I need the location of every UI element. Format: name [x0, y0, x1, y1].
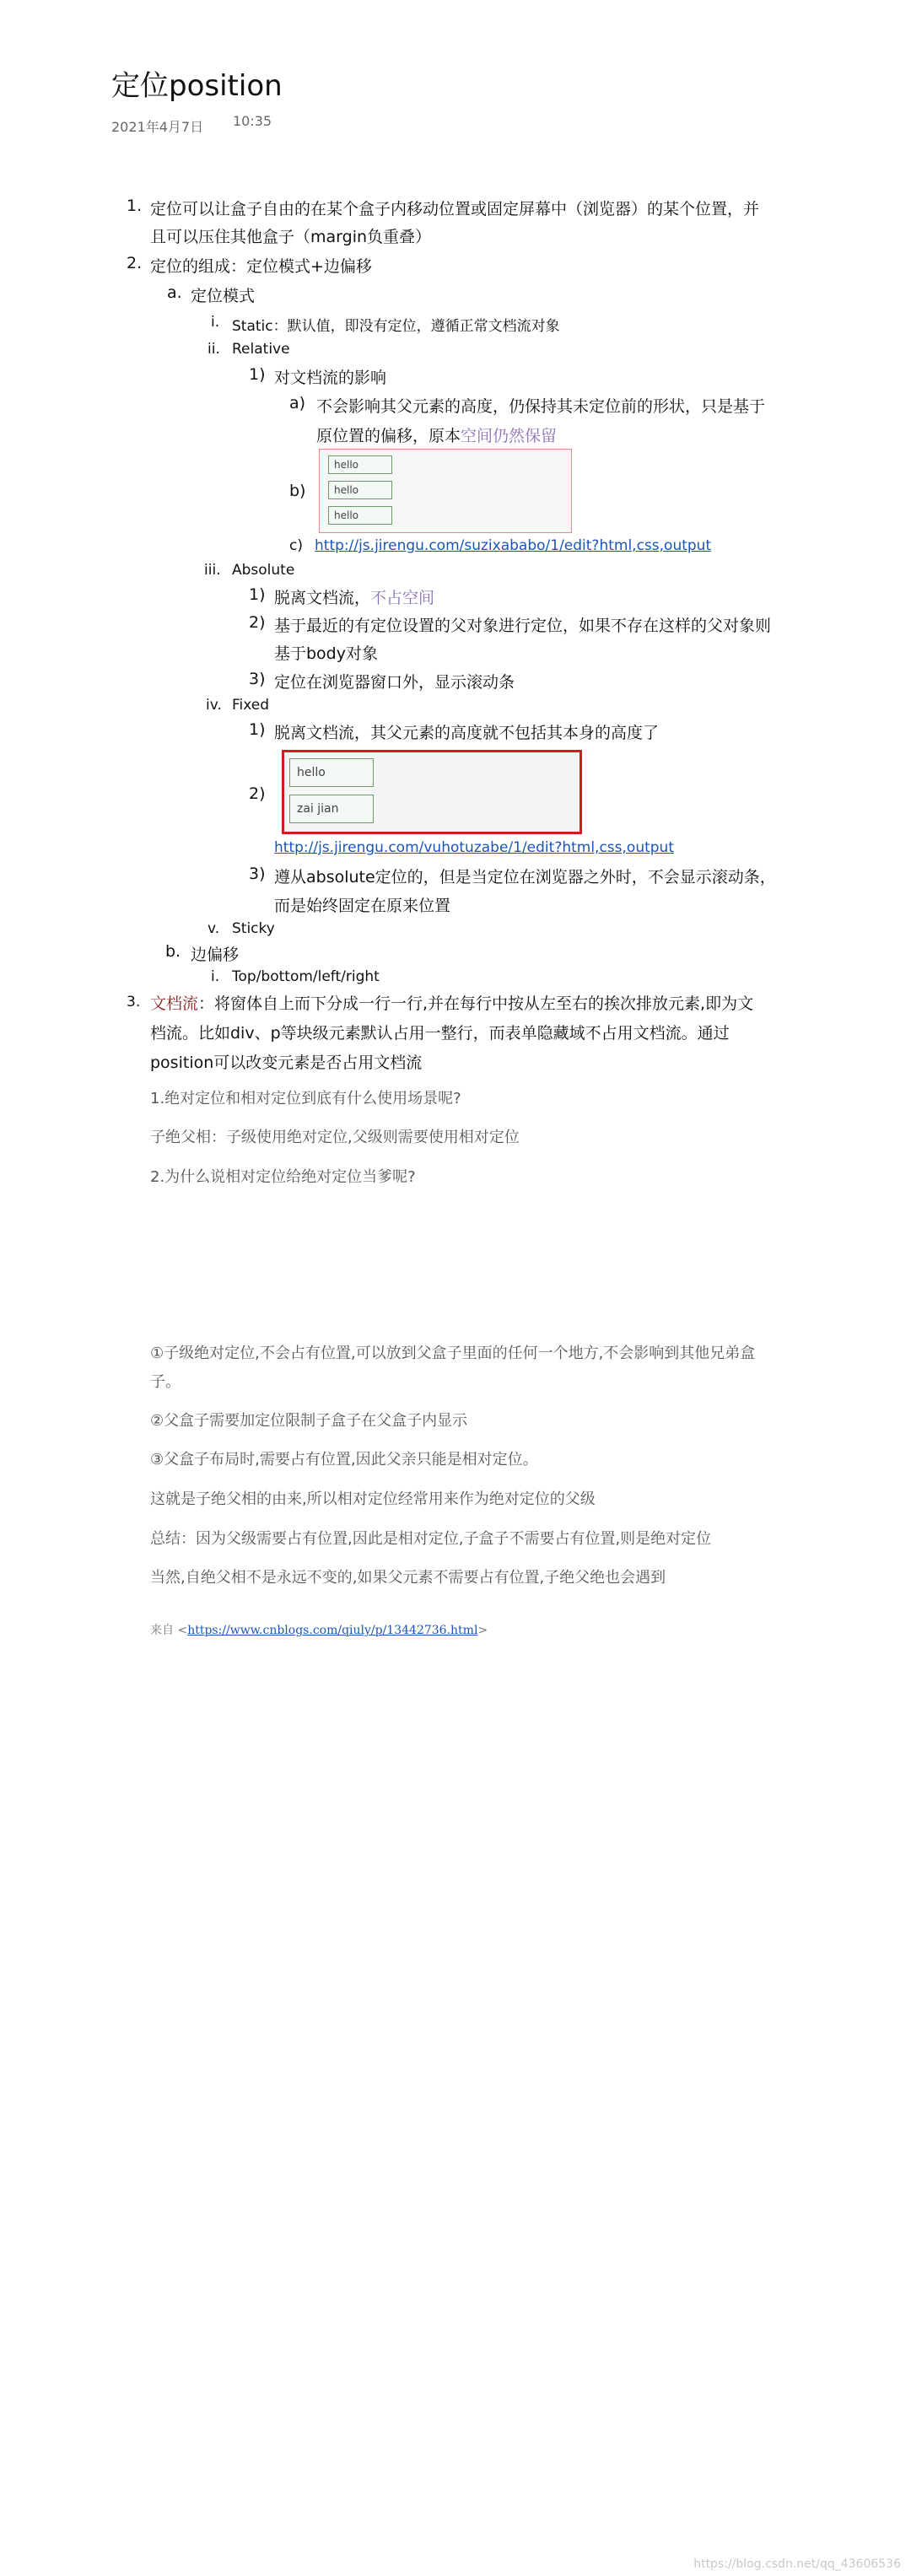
list-text: position可以改变元素是否占用文档流 — [150, 1054, 423, 1072]
list-text: Fixed — [232, 697, 270, 714]
hello-box: hello — [328, 455, 392, 474]
list-text: 基于body对象 — [274, 644, 378, 663]
paragraph: 子。 — [150, 1373, 181, 1391]
list-text — [316, 423, 557, 446]
highlight-text: 不占空间 — [370, 589, 435, 607]
list-number: 2) — [249, 784, 266, 803]
answer-text: 子绝父相：子级使用绝对定位,父级则需要使用相对定位 — [150, 1129, 520, 1146]
list-roman: i. — [211, 314, 220, 331]
relative-demo-link[interactable]: http://js.jirengu.com/suzixababo/1/edit?html,css,output — [315, 537, 712, 554]
list-text: 遵从absolute定位的，但是当定位在浏览器之外时，不会显示滚动条， — [274, 868, 776, 887]
list-letter: c) — [289, 537, 303, 554]
list-text: 基于最近的有定位设置的父对象进行定位，如果不存在这样的父对象则 — [274, 617, 772, 635]
list-text: Absolute — [232, 562, 295, 579]
list-roman: v. — [208, 920, 220, 937]
watermark: https://blog.csdn.net/qq_43606536 — [693, 2557, 901, 2571]
list-text: 不会影响其父元素的高度，仍保持其未定位前的形状，只是基于 — [316, 397, 766, 416]
list-text: 且可以压住其他盒子（margin负重叠） — [150, 228, 432, 246]
list-roman: i. — [211, 968, 220, 985]
list-text: Sticky — [232, 920, 275, 937]
list-number: 2) — [249, 613, 266, 632]
list-text: Static：默认值，即没有定位，遵循正常文档流对象 — [232, 318, 560, 335]
list-letter: b. — [165, 942, 181, 961]
paragraph: ②父盒子需要加定位限制子盒子在父盒子内显示 — [150, 1412, 468, 1430]
list-roman: iv. — [206, 697, 222, 714]
list-text: 而是始终固定在原来位置 — [274, 897, 451, 915]
list-number: 3) — [249, 865, 266, 883]
list-letter: a. — [167, 283, 182, 302]
list-text-part: 原位置的偏移，原本 — [316, 427, 461, 445]
hello-box: hello — [328, 506, 392, 525]
list-text: Top/bottom/left/right — [232, 968, 380, 985]
list-text — [274, 585, 434, 608]
list-text: 边偏移 — [191, 946, 240, 964]
list-text: 对文档流的影响 — [274, 369, 387, 387]
list-text-part: 脱离文档流， — [274, 589, 371, 607]
source-prefix: 来自 < — [150, 1624, 188, 1637]
hello-box: hello — [328, 481, 392, 499]
list-text-part: ：将窗体自上而下分成一行一行,并在每行中按从左至右的挨次排放元素,即为文 — [198, 994, 754, 1013]
list-text: 定位可以让盒子自由的在某个盒子内移动位置或固定屏幕中（浏览器）的某个位置，并 — [150, 200, 760, 218]
list-roman: ii. — [208, 341, 220, 358]
paragraph: ①子级绝对定位,不会占有位置,可以放到父盒子里面的任何一个地方,不会影响到其他兄弟盒 — [150, 1345, 756, 1362]
list-number: 1) — [249, 585, 266, 604]
list-text: 定位模式 — [191, 287, 256, 305]
list-text — [150, 991, 753, 1014]
paragraph: ③父盒子布局时,需要占有位置,因此父亲只能是相对定位。 — [150, 1451, 538, 1469]
list-text: 档流。比如div、p等块级元素默认占用一整行，而表单隐藏域不占用文档流。通过 — [150, 1024, 730, 1043]
list-number: 1) — [249, 720, 266, 739]
relative-demo-image — [319, 449, 572, 533]
question-text: 1.绝对定位和相对定位到底有什么使用场景呢? — [150, 1090, 461, 1107]
highlight-text: 空间仍然保留 — [461, 427, 558, 445]
list-letter: a) — [289, 394, 306, 412]
source-suffix: > — [477, 1624, 488, 1637]
note-time: 10:35 — [233, 113, 272, 129]
source-line — [150, 1621, 488, 1638]
note-date: 2021年4月7日 — [111, 119, 204, 135]
list-number: 3. — [127, 994, 141, 1010]
page-title: 定位position — [111, 69, 283, 103]
list-text: Relative — [232, 341, 290, 358]
hello-box: hello — [289, 758, 374, 787]
list-number: 3) — [249, 670, 266, 688]
list-letter: b) — [289, 482, 306, 500]
paragraph: 当然,自绝父相不是永远不变的,如果父元素不需要占有位置,子绝父绝也会遇到 — [150, 1569, 666, 1587]
paragraph: 总结：因为父级需要占有位置,因此是相对定位,子盒子不需要占有位置,则是绝对定位 — [150, 1530, 712, 1548]
fixed-demo-image — [282, 750, 582, 834]
list-number: 1) — [249, 365, 266, 384]
list-text: 定位的组成：定位模式+边偏移 — [150, 257, 372, 276]
highlight-term: 文档流 — [150, 994, 199, 1013]
source-link[interactable]: https://www.cnblogs.com/qiuly/p/13442736.html — [187, 1624, 478, 1637]
paragraph: 这就是子绝父相的由来,所以相对定位经常用来作为绝对定位的父级 — [150, 1490, 596, 1508]
list-text: 定位在浏览器窗口外，显示滚动条 — [274, 673, 515, 692]
hello-box: zai jian — [289, 795, 374, 823]
list-roman: iii. — [204, 562, 221, 579]
list-number: 2. — [127, 254, 143, 272]
question-text: 2.为什么说相对定位给绝对定位当爹呢? — [150, 1168, 416, 1186]
list-number: 1. — [127, 197, 143, 215]
list-text: 脱离文档流，其父元素的高度就不包括其本身的高度了 — [274, 724, 660, 742]
fixed-demo-link[interactable]: http://js.jirengu.com/vuhotuzabe/1/edit?html,css,output — [274, 839, 674, 856]
